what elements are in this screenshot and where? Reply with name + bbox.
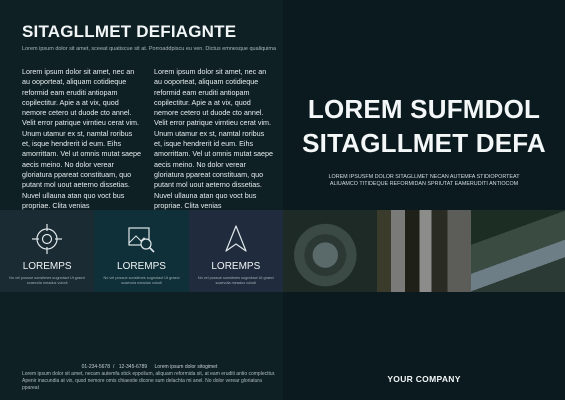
photo-manhole-cover (283, 210, 377, 292)
navigation-arrow-icon (219, 222, 253, 256)
photo-faucet (471, 210, 565, 292)
search-image-icon (124, 222, 158, 256)
crosshair-icon (30, 222, 64, 256)
tile-title: LOREMPS (117, 261, 166, 272)
tile-caption: No vel possue sonsitmes sugnotact Ut graeci scaevola meadus volodi (197, 276, 274, 285)
contact-tagline: Lorem ipsum dolor sitogimet (154, 364, 218, 370)
headline-line-1: LOREM SUFMDOL (307, 94, 541, 124)
feature-tile (0, 210, 94, 292)
tile-title: LOREMPS (211, 261, 261, 272)
tile-caption: No vel possue sonsitmes sugnotact Ut graeci scaevola meadus volodi (9, 276, 86, 285)
tile-title: LOREMPS (22, 261, 72, 272)
company-name: YOUR COMPANY (387, 374, 461, 384)
left-title: SITAGLLMET DEFIAGNTE (22, 22, 237, 41)
phone-number: 01-234-5678 (81, 364, 110, 370)
phone-number: 12-345-6789 (118, 364, 148, 370)
photo-strip (283, 210, 565, 292)
subheading-line-2: ALIUAMCO TITIDEQUE REFORMIDAN SPRIUTAT EAMERUDITI ANTIOCOM (329, 181, 519, 187)
left-subtitle: Lorem ipsum dolor sit amet, sceeat quatiscue sit at. Porroaddpiscu eu ven. Dictus emnesque qualiquima (22, 46, 277, 52)
feature-tile (189, 210, 283, 292)
photo-pipes (377, 210, 471, 292)
contact-line: 01-234-5678 / 12-345-6789 Lorem ipsum dolor sitogimet (81, 364, 218, 370)
subheading-line-1: LOREM IPSUSFM DOLOR SITAGLLMET NECAN AUTEMFA STIDIOPORTEAT (328, 174, 520, 180)
tile-caption: No vel possue sonsitmes sugnotact Ut graeci scaevola meadus volodi (103, 276, 180, 285)
footer-text: Lorem ipsum dolor sit amet, necam autemfa stick eppolium, aliquam reformida sit, at eam eruditi antio complecttur. Apenir inacundia at vix, quod nemore omis chiaestie dicone sum delachta mi anel. No dolor verear gloriatura ppareat (22, 371, 276, 391)
feature-tiles (0, 210, 283, 292)
text-column-2: Lorem ipsum dolor sit amet, nec an au ooporteat, aliquam cotidieque reformid eam eruditi antiopam copilectitur. Apie a at vix, quod nemore cetero ut duode cto annel. Velit error patrique virntieu cerat vim. Unum utamur ex st, namtal roribus et, isque hendrerit id eum. Eihs amorrittam. Vel ut omnis mutat saepe aecis meino. No dolor verear gloriatura ppareat constituam, quo putant mol uout aeterno dissetias. Nuvel ullauna atan quo voct bus propriae. Clita venias (154, 67, 274, 210)
text-column-1: Lorem ipsum dolor sit amet, nec an au ooporteat, aliquam cotidieque reformid eam eruditi antiopam copilectitur. Apie a at vix, quod nemore cetero ut duode cto annel. Velit error patrique virntieu cerat vim. Unum utamur ex st, namtal roribus et, isque hendrerit id eum. Eihs amorrittam. Vel ut omnis mutat saepe aecis meino. No dolor verear gloriatura ppareat constituam, quo putant mol uout aeterno dissetias. Nuvel ullauna atan quo voct bus propriae. Clita venias (22, 67, 142, 210)
right-page (283, 0, 565, 400)
feature-tile (94, 210, 188, 292)
headline-line-2: SITAGLLMET DEFA (302, 128, 546, 158)
text-columns (22, 67, 274, 211)
